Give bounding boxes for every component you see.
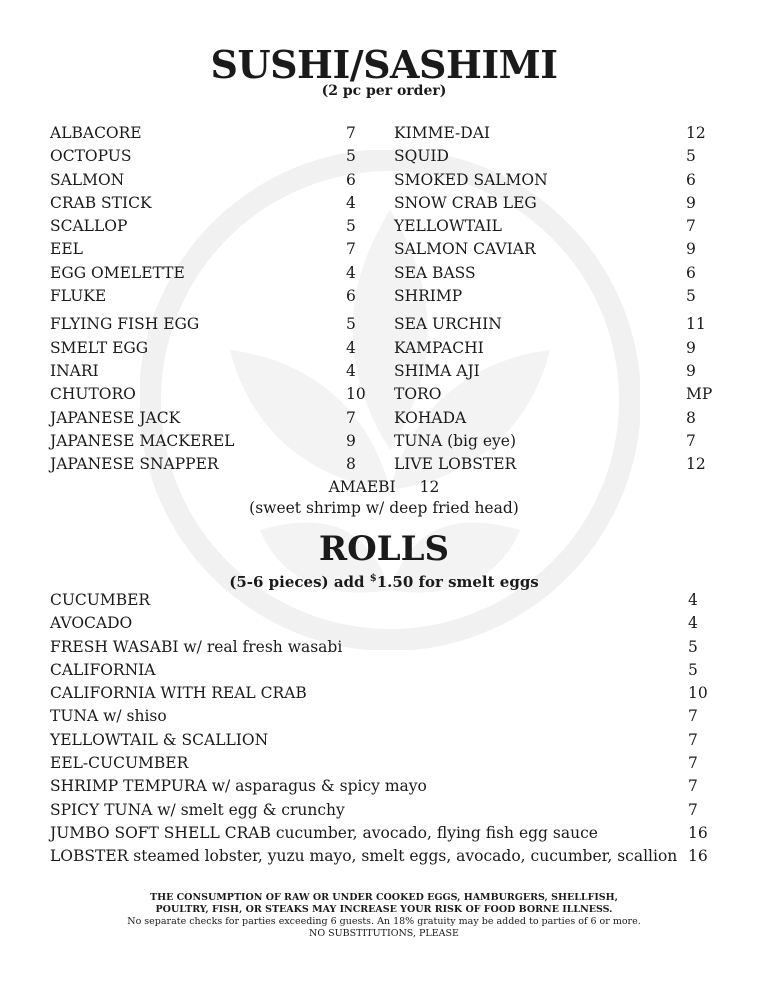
menu-item-price: 4 xyxy=(346,263,356,282)
menu-item-price: 4 xyxy=(688,614,698,633)
menu-item xyxy=(394,337,714,360)
menu-item-title: SALMON CAVIAR xyxy=(394,240,536,259)
menu-item xyxy=(50,682,710,705)
menu-item-name xyxy=(394,285,462,308)
menu-item-price: 7 xyxy=(688,800,698,819)
menu-item-name xyxy=(50,682,307,705)
section-title-sushi: SUSHI/SASHIMI xyxy=(210,42,558,87)
menu-item-price: 10 xyxy=(688,684,708,703)
menu-item-title: SEA BASS xyxy=(394,263,476,282)
menu-item xyxy=(50,169,370,192)
menu-item-title: KOHADA xyxy=(394,408,467,427)
menu-item-title: JUMBO SOFT SHELL CRAB xyxy=(50,823,271,842)
menu-item-name xyxy=(50,238,83,261)
menu-item-price: 6 xyxy=(686,170,696,189)
menu-item xyxy=(50,313,370,336)
menu-item-name xyxy=(50,589,150,612)
menu-item-name xyxy=(50,845,677,868)
menu-item-description: w/ real fresh wasabi xyxy=(178,637,343,656)
menu-item-price: 8 xyxy=(686,408,696,427)
menu-item-name xyxy=(50,612,132,635)
menu-item-name xyxy=(394,313,502,336)
sushi-column-left xyxy=(50,122,370,476)
menu-item xyxy=(50,636,710,659)
menu-item-price: 5 xyxy=(346,147,356,166)
menu-item xyxy=(50,659,710,682)
menu-item-name xyxy=(50,752,188,775)
menu-item xyxy=(394,122,714,145)
menu-item xyxy=(50,705,710,728)
menu-item-title: SMOKED SALMON xyxy=(394,170,548,189)
menu-item xyxy=(50,775,710,798)
menu-item xyxy=(394,262,714,285)
menu-item xyxy=(394,360,714,383)
menu-item-title: EEL-CUCUMBER xyxy=(50,754,189,773)
menu-item-price: 5 xyxy=(686,147,696,166)
menu-item xyxy=(50,383,370,406)
menu-item-name xyxy=(50,145,131,168)
menu-item-title: INARI xyxy=(50,361,99,380)
menu-item-name xyxy=(50,262,185,285)
menu-item-title: YELLOWTAIL xyxy=(394,217,502,236)
menu-item-name xyxy=(394,407,466,430)
rolls-subtitle-currency: $ xyxy=(369,573,377,584)
menu-item-name xyxy=(50,215,127,238)
sushi-column-right xyxy=(394,122,714,476)
menu-item-price: 12 xyxy=(419,478,440,496)
menu-item-title: SHIMA AJI xyxy=(394,361,480,380)
menu-item-name xyxy=(50,285,106,308)
menu-item-title: FLYING FISH EGG xyxy=(50,315,200,334)
menu-item-description: (sweet shrimp w/ deep fried head) xyxy=(249,499,519,517)
menu-item-description: steamed lobster, yuzu mayo, smelt eggs, avocado, cucumber, scallion xyxy=(128,847,678,866)
menu-item xyxy=(394,285,714,308)
menu-item-name xyxy=(50,430,234,453)
menu-item-title: SMELT EGG xyxy=(50,338,149,357)
menu-item xyxy=(50,407,370,430)
menu-item xyxy=(394,192,714,215)
notice-line-2: POULTRY, FISH, OR STEAKS MAY INCREASE YOUR RISK OF FOOD BORNE ILLNESS. xyxy=(155,904,613,915)
menu-item xyxy=(50,262,370,285)
menu-item-title: TORO xyxy=(394,385,442,404)
menu-item-title: SCALLOP xyxy=(50,217,128,236)
menu-item-name xyxy=(394,430,516,453)
menu-item-title: OCTOPUS xyxy=(50,147,132,166)
menu-item-name xyxy=(394,122,490,145)
menu-item-title: EEL xyxy=(50,240,83,259)
menu-item xyxy=(50,799,710,822)
menu-item-price: MP xyxy=(686,385,713,404)
menu-item-description: w/ shiso xyxy=(98,707,167,726)
section-title-rolls: ROLLS xyxy=(318,529,450,569)
menu-item-title: SPICY TUNA xyxy=(50,800,153,819)
menu-item-name xyxy=(394,453,516,476)
footer-notice xyxy=(0,892,768,940)
menu-item-title: AVOCADO xyxy=(50,614,133,633)
menu-item-title: CHUTORO xyxy=(50,385,136,404)
menu-item-price: 9 xyxy=(686,338,696,357)
menu-item-price: 11 xyxy=(686,315,706,334)
menu-item-title: SALMON xyxy=(50,170,125,189)
menu-item-price: 4 xyxy=(346,193,356,212)
menu-item xyxy=(50,215,370,238)
menu-item-price: 5 xyxy=(686,287,696,306)
menu-item xyxy=(50,285,370,308)
menu-item-title: SHRIMP TEMPURA xyxy=(50,777,207,796)
menu-item-title: ALBACORE xyxy=(50,124,142,142)
menu-item-price: 5 xyxy=(346,315,356,334)
menu-item-name xyxy=(50,799,345,822)
menu-item-title: CALIFORNIA WITH REAL CRAB xyxy=(50,684,307,703)
menu-item-price: 7 xyxy=(346,124,356,142)
rolls-subtitle-text-2: 1.50 for smelt eggs xyxy=(376,573,539,591)
menu-item-price: 4 xyxy=(688,591,698,609)
notice-line-3: No separate checks for parties exceeding 6 guests. An 18% gratuity may be added to parties of 6 or more. xyxy=(127,916,641,927)
menu-item-price: 7 xyxy=(346,408,356,427)
menu-item-price: 16 xyxy=(688,847,708,866)
menu-item-name xyxy=(394,169,548,192)
menu-item-title: SHRIMP xyxy=(394,287,463,306)
menu-item xyxy=(50,822,710,845)
menu-item-price: 7 xyxy=(346,240,356,259)
menu-item-title: FRESH WASABI xyxy=(50,637,179,656)
menu-item-price: 9 xyxy=(686,240,696,259)
menu-item xyxy=(50,145,370,168)
menu-item xyxy=(50,192,370,215)
section-subtitle-sushi: (2 pc per order) xyxy=(321,83,447,99)
menu-item-title: TUNA xyxy=(50,707,99,726)
notice-line-4: NO SUBSTITUTIONS, PLEASE xyxy=(309,928,459,939)
menu-item xyxy=(50,589,710,612)
menu-item xyxy=(394,145,714,168)
menu-item-price: 6 xyxy=(686,263,696,282)
menu-item-title: CUCUMBER xyxy=(50,591,151,609)
menu-item xyxy=(394,453,714,476)
menu-item-price: 9 xyxy=(346,431,356,450)
menu-item-name: AMAEBI xyxy=(328,478,396,496)
menu-item-name xyxy=(50,453,219,476)
menu-item-price: 5 xyxy=(688,637,698,656)
menu-item xyxy=(394,215,714,238)
menu-item-price: 9 xyxy=(686,193,696,212)
menu-item-price: 4 xyxy=(346,361,356,380)
menu-item-name xyxy=(394,262,476,285)
menu-item xyxy=(394,407,714,430)
menu-item xyxy=(50,845,710,868)
rolls-subtitle-text: (5-6 pieces) add xyxy=(229,573,370,591)
menu-item-name xyxy=(50,822,598,845)
menu-item-title: JAPANESE JACK xyxy=(50,408,181,427)
menu-item-name xyxy=(50,337,148,360)
menu-item-title: EGG OMELETTE xyxy=(50,263,185,282)
menu-item xyxy=(50,752,710,775)
menu-item-price: 12 xyxy=(686,124,706,142)
menu-item-price: 7 xyxy=(686,431,696,450)
menu-item-amaebi xyxy=(0,476,768,498)
menu-item-description: w/ smelt egg & crunchy xyxy=(152,800,345,819)
menu-item-name xyxy=(394,192,537,215)
menu-item-price: 4 xyxy=(346,338,356,357)
menu-item-name xyxy=(394,215,502,238)
menu-item-price: 7 xyxy=(688,707,698,726)
menu-item-price: 12 xyxy=(686,455,706,474)
menu-item-name xyxy=(50,122,142,145)
menu-item xyxy=(50,122,370,145)
menu-item-name xyxy=(394,145,449,168)
menu-item-title: LIVE LOBSTER xyxy=(394,455,517,474)
rolls-list xyxy=(50,589,710,869)
menu-item-price: 7 xyxy=(688,730,698,749)
menu-item xyxy=(50,337,370,360)
menu-item-name xyxy=(50,775,427,798)
menu-item xyxy=(50,430,370,453)
menu-item-name xyxy=(50,659,155,682)
menu-item-title: KIMME-DAI xyxy=(394,124,491,142)
menu-item-title: SQUID xyxy=(394,147,449,166)
menu-item xyxy=(50,453,370,476)
menu-item xyxy=(50,238,370,261)
menu-item-name xyxy=(50,383,136,406)
menu-item-price: 5 xyxy=(346,217,356,236)
menu-item-name xyxy=(50,192,152,215)
menu-item xyxy=(50,612,710,635)
menu-item-price: 7 xyxy=(688,777,698,796)
menu-item-price: 8 xyxy=(346,455,356,474)
menu-item xyxy=(394,430,714,453)
menu-item-price: 5 xyxy=(688,660,698,679)
menu-item-name xyxy=(394,337,484,360)
menu-item xyxy=(394,238,714,261)
menu-item xyxy=(394,313,714,336)
menu-item-name xyxy=(394,383,441,406)
menu-item xyxy=(50,360,370,383)
notice-line-1: THE CONSUMPTION OF RAW OR UNDER COOKED EGGS, HAMBURGERS, SHELLFISH, xyxy=(150,892,618,903)
menu-item-price: 16 xyxy=(688,823,708,842)
menu-item-price: 7 xyxy=(688,754,698,773)
menu-item-name xyxy=(50,407,180,430)
menu-item-name xyxy=(50,360,99,383)
menu-item-description: w/ asparagus & spicy mayo xyxy=(206,777,427,796)
menu-item-name xyxy=(50,729,268,752)
menu-item-title: JAPANESE SNAPPER xyxy=(50,455,219,474)
menu-item xyxy=(394,169,714,192)
menu-item xyxy=(394,383,714,406)
menu-item-name xyxy=(50,705,167,728)
menu-item-title: JAPANESE MACKEREL xyxy=(50,431,235,450)
menu-item-price: 6 xyxy=(346,287,356,306)
menu-item-title: LOBSTER xyxy=(50,847,129,866)
menu-item-title: TUNA (big eye) xyxy=(394,431,517,450)
menu-item-name xyxy=(394,238,536,261)
menu-item-title: CRAB STICK xyxy=(50,193,152,212)
menu-item-description: cucumber, avocado, flying fish egg sauce xyxy=(270,823,598,842)
menu-item-name xyxy=(50,169,124,192)
menu-item-name xyxy=(50,636,342,659)
menu-item-title: CALIFORNIA xyxy=(50,660,156,679)
menu-item-title: SEA URCHIN xyxy=(394,315,502,334)
menu-item-name xyxy=(50,313,199,336)
menu-item-name xyxy=(394,360,480,383)
menu-item-title: FLUKE xyxy=(50,287,107,306)
menu-item-title: YELLOWTAIL & SCALLION xyxy=(50,730,269,749)
menu-item-title: KAMPACHI xyxy=(394,338,484,357)
menu-item-price: 6 xyxy=(346,170,356,189)
menu-item-title: SNOW CRAB LEG xyxy=(394,193,537,212)
menu-item-price: 10 xyxy=(346,385,366,404)
menu-item xyxy=(50,729,710,752)
menu-item-price: 9 xyxy=(686,361,696,380)
menu-item-price: 7 xyxy=(686,217,696,236)
